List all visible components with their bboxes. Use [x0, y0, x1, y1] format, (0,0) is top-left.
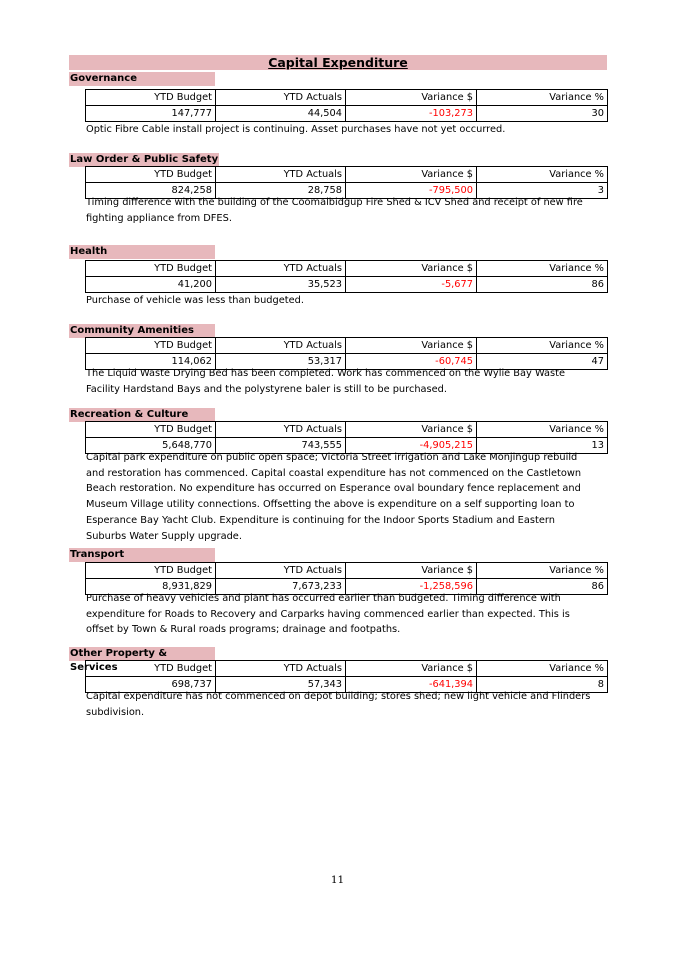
ytd-actuals-value: 44,504 [216, 106, 346, 122]
ytd-budget-value: 147,777 [86, 106, 216, 122]
table-header-row [86, 338, 608, 354]
header-variance-percent: Variance % [477, 661, 608, 677]
section-note: Capital expenditure has not commenced on depot building; stores shed; new light vehicle and Flinders subdivision. [86, 691, 591, 718]
variance-dollar-value: -4,905,215 [346, 438, 477, 454]
ytd-actuals-value: 743,555 [216, 438, 346, 454]
header-variance-percent: Variance % [477, 90, 608, 106]
header-ytd-actuals: YTD Actuals [216, 338, 346, 354]
header-variance-dollar: Variance $ [346, 90, 477, 106]
table-header-row [86, 422, 608, 438]
variance-percent-value: 86 [477, 579, 608, 595]
header-ytd-budget: YTD Budget [86, 261, 216, 277]
header-ytd-actuals: YTD Actuals [216, 261, 346, 277]
header-ytd-actuals: YTD Actuals [216, 563, 346, 579]
section-heading-other-property: Other Property & Services [69, 647, 215, 661]
variance-dollar-value: -1,258,596 [346, 579, 477, 595]
header-variance-percent: Variance % [477, 338, 608, 354]
header-ytd-budget: YTD Budget [86, 563, 216, 579]
table-row [86, 277, 608, 293]
section-note: Purchase of vehicle was less than budgeted. [86, 295, 304, 306]
section-heading-transport: Transport [69, 548, 215, 562]
variance-percent-value: 8 [477, 677, 608, 693]
header-variance-dollar: Variance $ [346, 661, 477, 677]
header-ytd-budget: YTD Budget [86, 167, 216, 183]
section-note: Capital park expenditure on public open space; Victoria Street irrigation and Lake Monjingup rebuild and restoration has commenced. Capital coastal expenditure has not commenced on the Castletown Beach restoration. No expenditure has occurred on Esperance oval boundary fence replacement and Museum Village utility connections. Offsetting the above is expenditure on a self supporting loan to Esperance Bay Yacht Club. Expenditure is continuing for the Indoor Sports Stadium and Eastern Suburbs Water Supply upgrade. [86, 452, 582, 542]
ytd-actuals-value: 28,758 [216, 183, 346, 199]
header-ytd-budget: YTD Budget [86, 90, 216, 106]
section-heading-community-amenities: Community Amenities [69, 324, 215, 338]
section-note: Purchase of heavy vehicles and plant has occurred earlier than budgeted. Timing difference with expenditure for Roads to Recovery and Carparks having commenced earlier than expected. This is offset by Town & Rural roads programs; drainage and footpaths. [86, 593, 570, 636]
header-ytd-actuals: YTD Actuals [216, 422, 346, 438]
variance-table-health [85, 260, 608, 293]
header-variance-percent: Variance % [477, 563, 608, 579]
variance-percent-value: 47 [477, 354, 608, 370]
variance-dollar-value: -5,677 [346, 277, 477, 293]
header-ytd-budget: YTD Budget [86, 338, 216, 354]
ytd-actuals-value: 57,343 [216, 677, 346, 693]
table-header-row [86, 661, 608, 677]
table-header-row [86, 167, 608, 183]
ytd-budget-value: 41,200 [86, 277, 216, 293]
ytd-actuals-value: 35,523 [216, 277, 346, 293]
header-variance-dollar: Variance $ [346, 261, 477, 277]
header-variance-dollar: Variance $ [346, 563, 477, 579]
header-variance-percent: Variance % [477, 167, 608, 183]
section-heading-law-order: Law Order & Public Safety [70, 154, 219, 165]
section-note: The Liquid Waste Drying Bed has been completed. Work has commenced on the Wylie Bay Waste Facility Hardstand Bays and the polystyrene baler is still to be purchased. [86, 368, 565, 395]
header-variance-dollar: Variance $ [346, 338, 477, 354]
variance-dollar-value: -60,745 [346, 354, 477, 370]
section-note: Optic Fibre Cable install project is continuing. Asset purchases have not yet occurred. [86, 124, 506, 135]
header-variance-percent: Variance % [477, 261, 608, 277]
variance-dollar-value: -795,500 [346, 183, 477, 199]
ytd-budget-value: 824,258 [86, 183, 216, 199]
header-ytd-budget: YTD Budget [86, 422, 216, 438]
section-heading-governance: Governance [69, 72, 215, 86]
section-note: Timing difference with the building of the Coomalbidgup Fire Shed & ICV Shed and receipt of new fire fighting appliance from DFES. [86, 197, 583, 224]
table-header-row [86, 90, 608, 106]
page-title: Capital Expenditure [69, 55, 607, 70]
variance-percent-value: 30 [477, 106, 608, 122]
variance-percent-value: 86 [477, 277, 608, 293]
header-ytd-actuals: YTD Actuals [216, 661, 346, 677]
variance-dollar-value: -103,273 [346, 106, 477, 122]
header-ytd-actuals: YTD Actuals [216, 167, 346, 183]
header-variance-dollar: Variance $ [346, 422, 477, 438]
variance-dollar-value: -641,394 [346, 677, 477, 693]
table-row [86, 106, 608, 122]
variance-percent-value: 3 [477, 183, 608, 199]
variance-table-governance [85, 89, 608, 122]
ytd-budget-value: 5,648,770 [86, 438, 216, 454]
table-header-row [86, 261, 608, 277]
header-ytd-budget: YTD Budget [86, 661, 216, 677]
header-ytd-actuals: YTD Actuals [216, 90, 346, 106]
ytd-budget-value: 8,931,829 [86, 579, 216, 595]
header-variance-percent: Variance % [477, 422, 608, 438]
header-variance-dollar: Variance $ [346, 167, 477, 183]
ytd-budget-value: 114,062 [86, 354, 216, 370]
page-number: 11 [330, 874, 345, 886]
ytd-actuals-value: 53,317 [216, 354, 346, 370]
section-heading-health: Health [69, 245, 215, 259]
table-header-row [86, 563, 608, 579]
ytd-actuals-value: 7,673,233 [216, 579, 346, 595]
section-heading-recreation-culture: Recreation & Culture [69, 408, 215, 422]
ytd-budget-value: 698,737 [86, 677, 216, 693]
variance-percent-value: 13 [477, 438, 608, 454]
